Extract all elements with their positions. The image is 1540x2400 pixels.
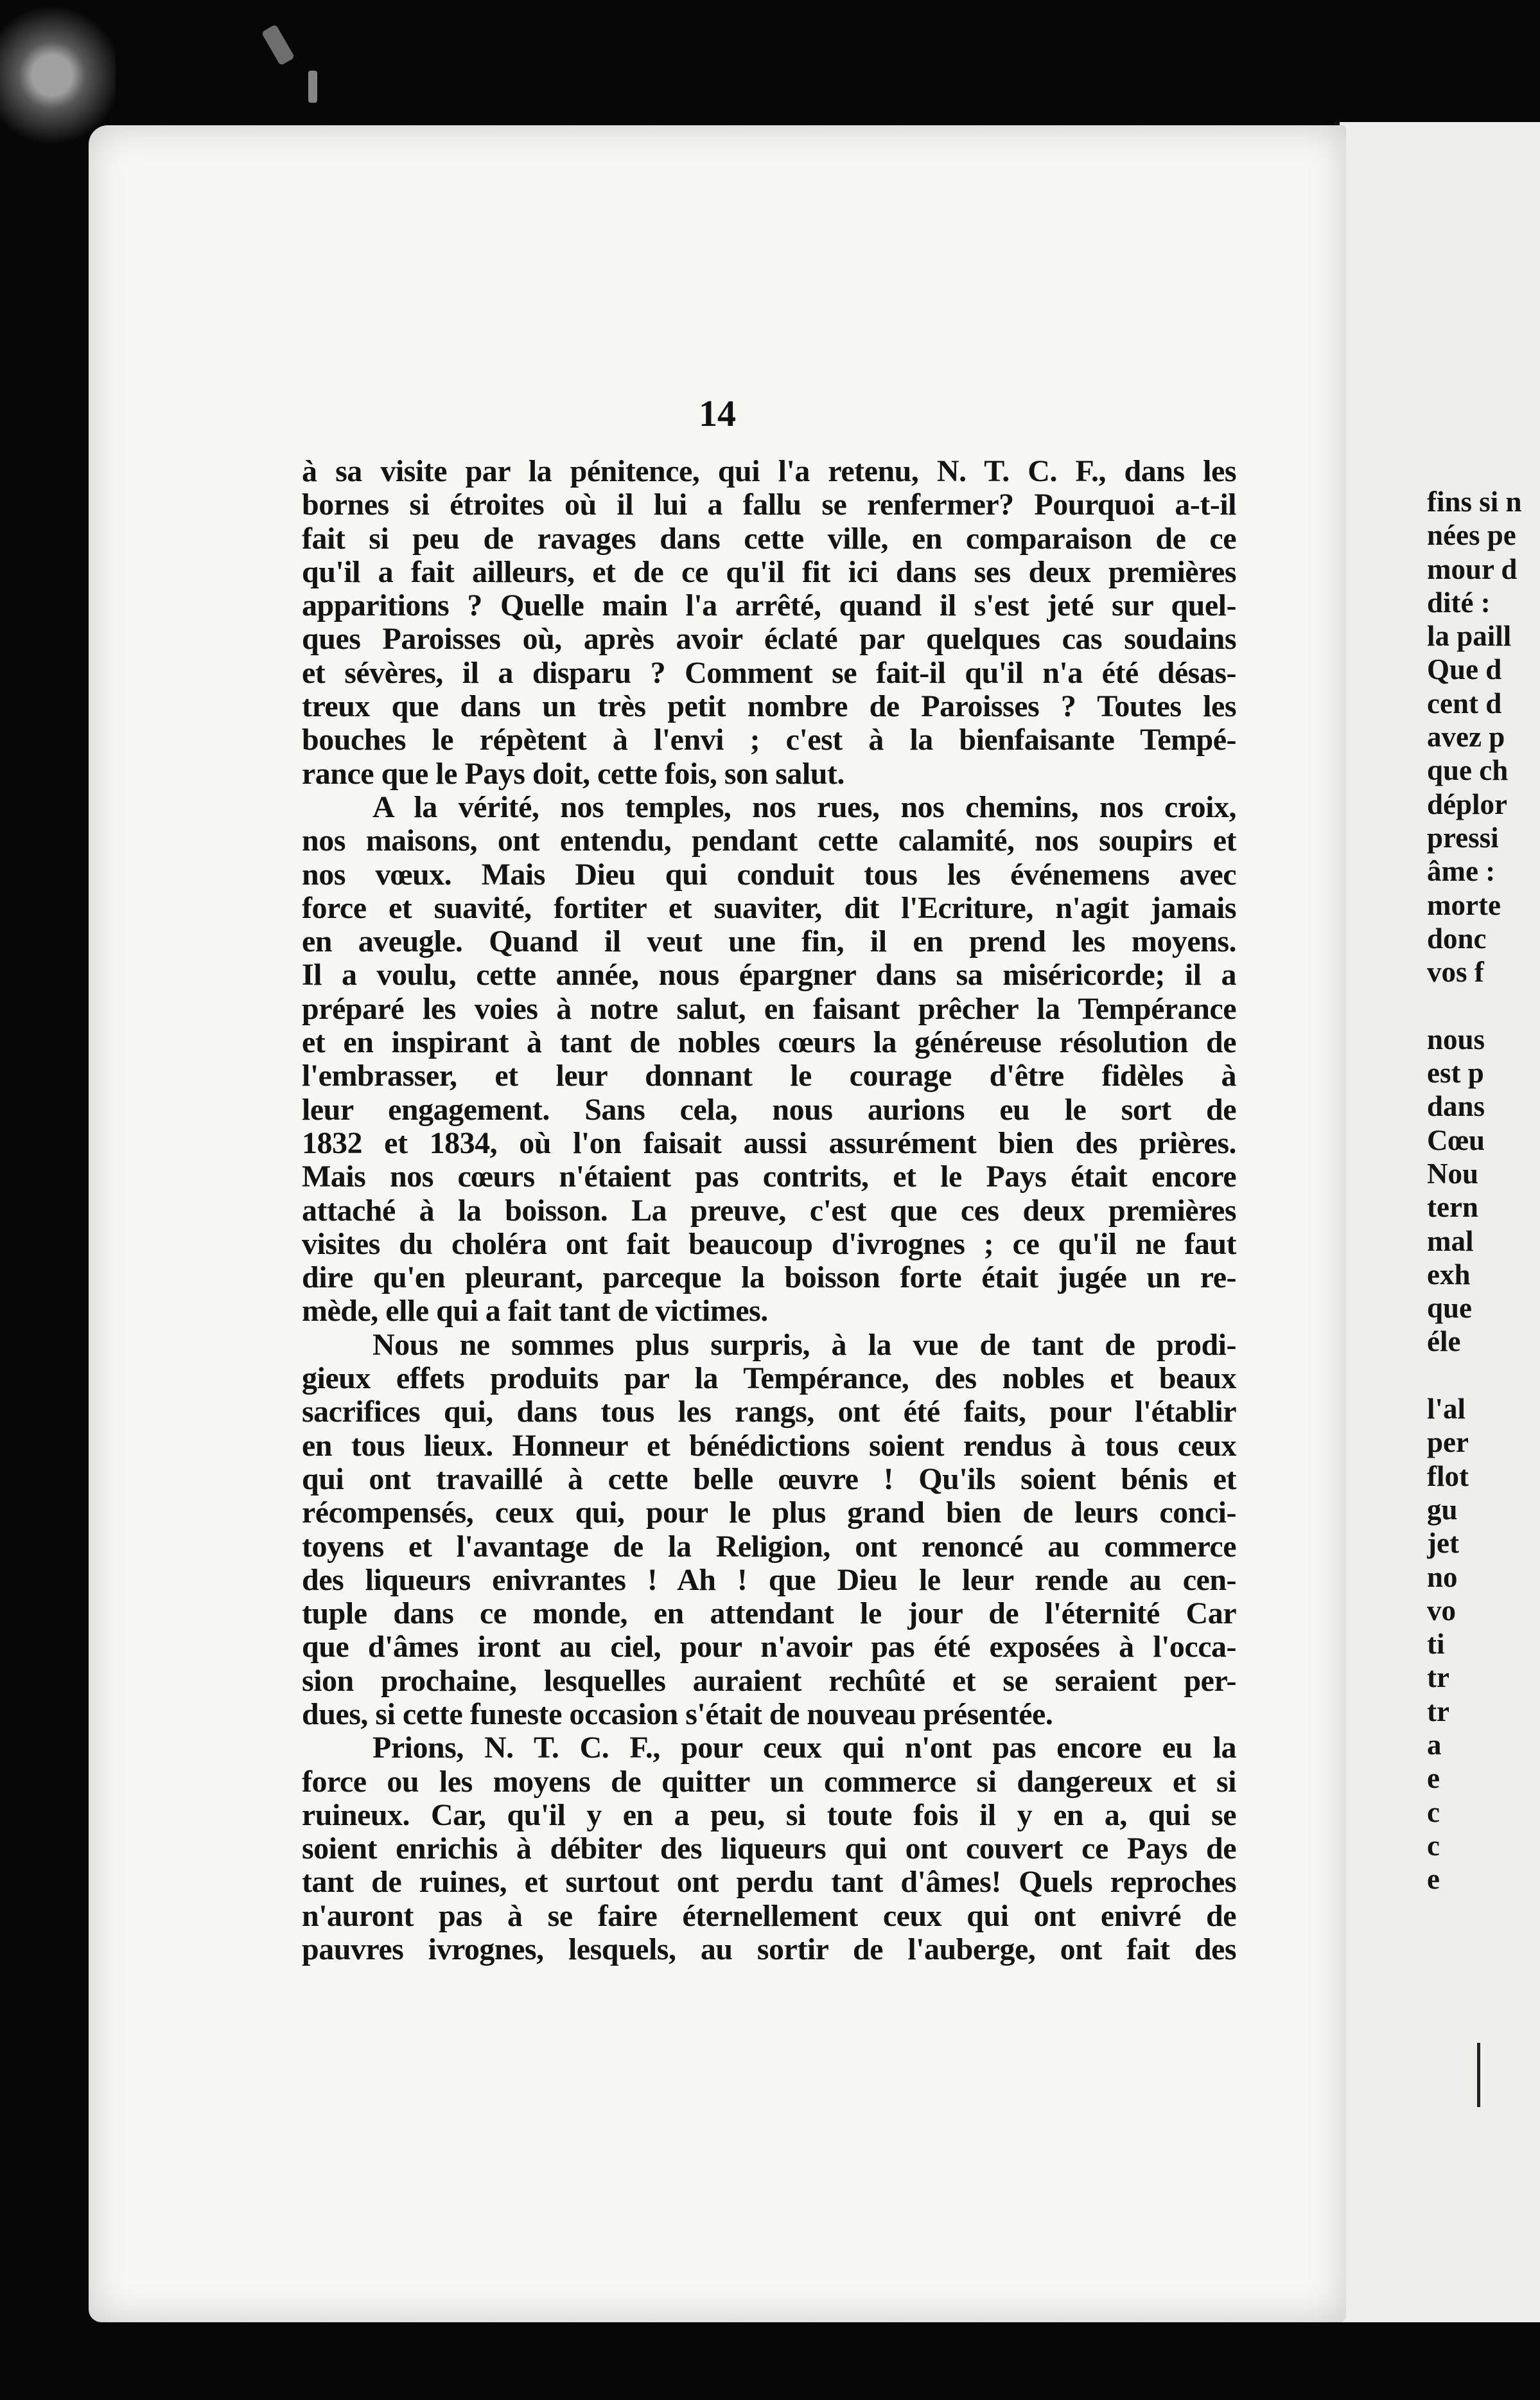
text-line: ques Paroisses où, après avoir éclaté par quelques cas soudains <box>302 622 1236 657</box>
text-line: toyens et l'avantage de la Religion, ont renoncé au commerce <box>302 1529 1236 1564</box>
facing-text-line: donc <box>1427 922 1487 955</box>
text-line: nos vœux. Mais Dieu qui conduit tous les événemens avec <box>302 857 1236 892</box>
facing-page-text <box>1427 485 1540 1896</box>
text-line: à sa visite par la pénitence, qui l'a retenu, N. T. C. F., dans les <box>302 454 1236 488</box>
facing-text-line: pressi <box>1427 821 1499 854</box>
text-line: qu'il a fait ailleurs, et de ce qu'il fit ici dans ses deux premières <box>302 554 1236 589</box>
facing-text-line: gu <box>1427 1493 1458 1526</box>
facing-text-line: dité : <box>1427 586 1491 619</box>
facing-text-line: Que d <box>1427 653 1502 686</box>
text-line: force et suavité, fortiter et suaviter, dit l'Ecriture, n'agit jamais <box>302 890 1236 925</box>
facing-text-line: que ch <box>1427 754 1509 787</box>
facing-text-line: fins si n <box>1427 486 1522 518</box>
text-line: l'embrasser, et leur donnant le courage d'être fidèles à <box>302 1059 1236 1093</box>
text-line: 1832 et 1834, où l'on faisait aussi assurément bien des prières. <box>302 1125 1236 1160</box>
facing-text-line: tr <box>1427 1695 1449 1727</box>
facing-text-line: nées pe <box>1427 519 1516 552</box>
facing-text-line: e <box>1427 1863 1440 1896</box>
text-line: attaché à la boisson. La preuve, c'est que ces deux premières <box>302 1193 1236 1228</box>
text-line: tant de ruines, et surtout ont perdu tant d'âmes! Quels reproches <box>302 1865 1236 1900</box>
text-line: qui ont travaillé à cette belle œuvre ! Qu'ils soient bénis et <box>302 1461 1236 1496</box>
text-line: en tous lieux. Honneur et bénédictions soient rendus à tous ceux <box>302 1428 1236 1463</box>
facing-text-line: l'al <box>1427 1393 1466 1425</box>
text-line: n'auront pas à se faire éternellement ceux qui ont enivré de <box>302 1898 1236 1933</box>
facing-text-line: a <box>1427 1728 1442 1761</box>
text-line: bouches le répètent à l'envi ; c'est à la bienfaisante Tempé- <box>302 723 1236 757</box>
text-line: Mais nos cœurs n'étaient pas contrits, et le Pays était encore <box>302 1160 1236 1194</box>
facing-text-line: avez p <box>1427 721 1505 754</box>
text-line: dues, si cette funeste occasion s'était de nouveau présentée. <box>302 1697 1053 1731</box>
facing-text-line: éle <box>1427 1325 1461 1358</box>
text-line: gieux effets produits par la Tempérance, des nobles et beaux <box>302 1361 1236 1396</box>
text-line: et sévères, il a disparu ? Comment se fait-il qu'il n'a été désas- <box>302 655 1236 690</box>
text-line: fait si peu de ravages dans cette ville, en comparaison de ce <box>302 521 1236 556</box>
facing-text-line: dans <box>1427 1090 1485 1123</box>
facing-text-line: que <box>1427 1292 1473 1325</box>
text-line: sion prochaine, lesquelles auraient rechûté et se seraient per- <box>302 1663 1236 1698</box>
text-line: treux que dans un très petit nombre de Paroisses ? Toutes les <box>302 689 1236 724</box>
text-line: récompensés, ceux qui, pour le plus grand bien de leurs conci- <box>302 1496 1236 1530</box>
margin-mark <box>308 71 317 103</box>
text-line: sacrifices qui, dans tous les rangs, ont été faits, pour l'établir <box>302 1395 1236 1429</box>
facing-text-line: morte <box>1427 888 1501 921</box>
text-line: préparé les voies à notre salut, en faisant prêcher la Tempérance <box>302 991 1236 1026</box>
paragraph <box>302 791 1236 1328</box>
facing-text-line: vo <box>1427 1594 1456 1627</box>
body-text <box>302 455 1236 1966</box>
text-line: ruineux. Car, qu'il y en a peu, si toute fois il y en a, qui se <box>302 1797 1236 1832</box>
text-line: force ou les moyens de quitter un commerce si dangereux et si <box>302 1764 1236 1799</box>
facing-text-line: jet <box>1427 1527 1459 1560</box>
facing-text-line: la paill <box>1427 620 1512 653</box>
facing-text-line: mal <box>1427 1224 1474 1257</box>
facing-text-line: vos f <box>1427 956 1484 989</box>
facing-text-line: c <box>1427 1829 1440 1862</box>
facing-text-line: c <box>1427 1796 1440 1828</box>
text-line: A la vérité, nos temples, nos rues, nos chemins, nos croix, <box>372 790 1236 824</box>
text-line: rance que le Pays doit, cette fois, son salut. <box>302 756 844 791</box>
facing-text-line <box>1427 989 1540 1022</box>
facing-text-line: Cœu <box>1427 1124 1485 1156</box>
facing-text-line: exh <box>1427 1258 1471 1291</box>
facing-text-line: no <box>1427 1560 1458 1593</box>
facing-text-line: déplor <box>1427 788 1508 820</box>
text-line: Il a voulu, cette année, nous épargner dans sa miséricorde; il a <box>302 958 1236 993</box>
facing-text-line: âme : <box>1427 855 1496 888</box>
facing-text-line: est p <box>1427 1057 1484 1090</box>
page-number: 14 <box>699 393 736 434</box>
text-line: et en inspirant à tant de nobles cœurs la généreuse résolution de <box>302 1025 1236 1060</box>
text-line: nos maisons, ont entendu, pendant cette calamité, nos soupirs et <box>302 824 1236 858</box>
text-line: bornes si étroites où il lui a fallu se renfermer? Pourquoi a-t-il <box>302 488 1236 522</box>
facing-text-line: Nou <box>1427 1157 1479 1190</box>
text-line: des liqueurs enivrantes ! Ah ! que Dieu le leur rende au cen- <box>302 1562 1236 1597</box>
text-line: apparitions ? Quelle main l'a arrêté, quand il s'est jeté sur quel- <box>302 588 1236 623</box>
paragraph <box>302 1731 1236 1966</box>
text-line: soient enrichis à débiter des liqueurs qui ont couvert ce Pays de <box>302 1831 1236 1866</box>
paragraph <box>302 1328 1236 1732</box>
text-line: Nous ne sommes plus surpris, à la vue de tant de prodi- <box>372 1327 1236 1362</box>
text-line: que d'âmes iront au ciel, pour n'avoir pas été exposées à l'occa- <box>302 1630 1236 1664</box>
facing-text-line: flot <box>1427 1460 1469 1492</box>
text-line: mède, elle qui a fait tant de victimes. <box>302 1294 768 1328</box>
binding-mark <box>1477 2043 1480 2107</box>
text-line: visites du choléra ont fait beaucoup d'ivrognes ; ce qu'il ne faut <box>302 1226 1236 1261</box>
text-line: dire qu'en pleurant, parceque la boisson forte était jugée un re- <box>302 1260 1236 1295</box>
facing-text-line: tern <box>1427 1191 1478 1224</box>
text-line: tuple dans ce monde, en attendant le jour de l'éternité Car <box>302 1596 1236 1631</box>
facing-text-line: ti <box>1427 1628 1445 1661</box>
text-line: en aveugle. Quand il veut une fin, il en prend les moyens. <box>302 924 1236 959</box>
facing-text-line: e <box>1427 1762 1440 1795</box>
text-line: Prions, N. T. C. F., pour ceux qui n'ont pas encore eu la <box>372 1731 1236 1765</box>
facing-text-line: mour d <box>1427 552 1518 585</box>
text-line: pauvres ivrognes, lesquels, au sortir de l'auberge, ont fait des <box>302 1932 1236 1967</box>
facing-text-line: cent d <box>1427 687 1502 719</box>
facing-text-line: per <box>1427 1426 1469 1459</box>
facing-text-line <box>1427 1359 1540 1392</box>
margin-mark <box>261 24 295 66</box>
facing-text-line: nous <box>1427 1023 1485 1055</box>
facing-text-line: tr <box>1427 1661 1449 1694</box>
text-line: leur engagement. Sans cela, nous aurions eu le sort de <box>302 1092 1236 1127</box>
paragraph <box>302 455 1236 791</box>
